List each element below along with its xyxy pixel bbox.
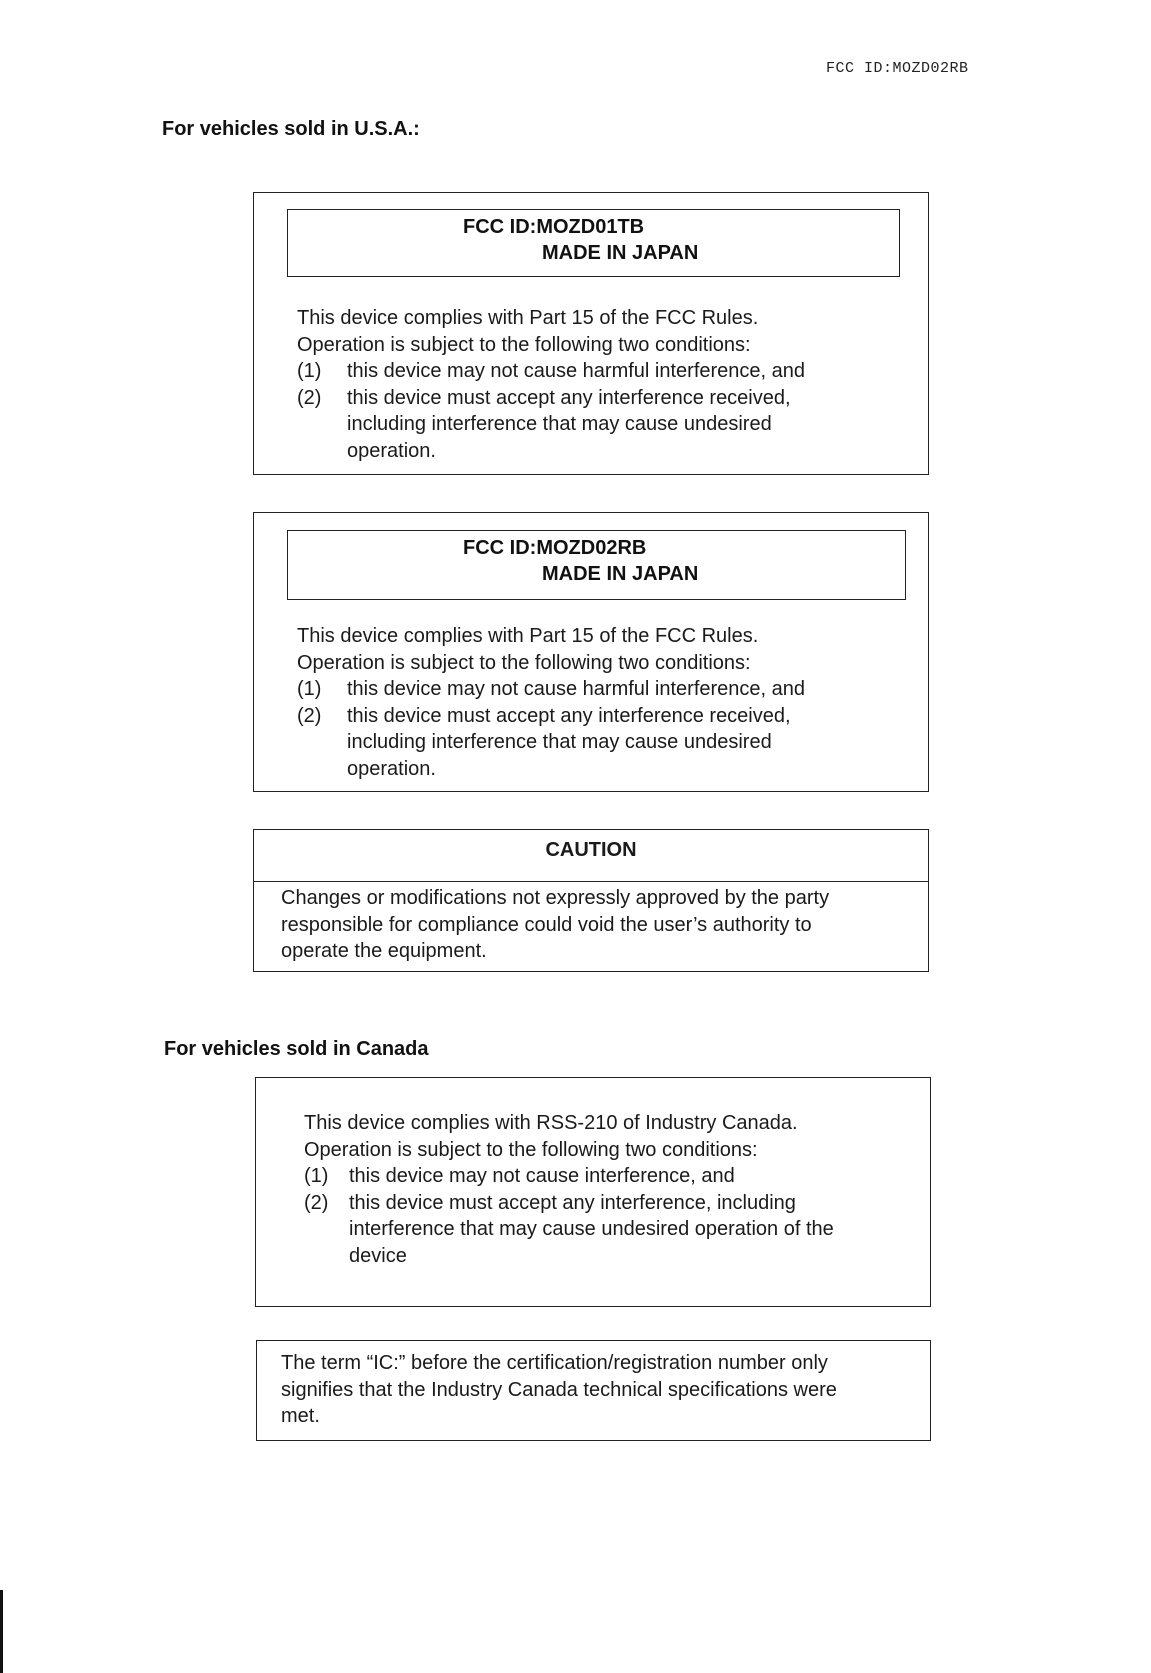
condition-text: this device may not cause interference, and: [349, 1165, 735, 1187]
condition-text: including interference that may cause undesired: [347, 413, 772, 435]
condition-text: this device must accept any interference, including: [349, 1191, 796, 1214]
condition-text: including interference that may cause undesired: [347, 731, 772, 753]
fcc-id-label: [287, 530, 906, 600]
industry-canada-box: [255, 1077, 931, 1307]
condition-text: this device may not cause harmful interference, and: [347, 678, 806, 700]
compliance-intro-line: This device complies with RSS-210 of Industry Canada.: [304, 1112, 798, 1134]
condition-text: this device may not cause harmful interference, and: [347, 360, 806, 382]
canada-section-heading: For vehicles sold in Canada: [164, 1038, 429, 1060]
caution-line: responsible for compliance could void the user’s authority to: [281, 913, 812, 936]
condition-number: (1): [297, 678, 322, 700]
condition-number: (2): [304, 1191, 329, 1214]
compliance-statement: [304, 1110, 834, 1269]
scan-edge-mark: [0, 1590, 3, 1673]
condition-item: [297, 703, 805, 783]
condition-number: (2): [297, 704, 322, 727]
condition-item: [304, 1190, 834, 1270]
condition-number: (1): [297, 360, 322, 382]
fcc-label-box-mozd01tb: [253, 192, 929, 475]
caution-line: Changes or modifications not expressly approved by the party: [281, 887, 830, 909]
fcc-id-label: [287, 209, 900, 277]
condition-item: [297, 676, 805, 703]
fcc-id-text: FCC ID:MOZD01TB: [463, 216, 645, 238]
compliance-intro-line: Operation is subject to the following two conditions:: [304, 1138, 758, 1161]
caution-line: operate the equipment.: [281, 940, 487, 962]
caution-title: CAUTION: [254, 830, 928, 882]
usa-section-heading: For vehicles sold in U.S.A.:: [162, 118, 420, 140]
ic-note-text: [281, 1350, 837, 1430]
condition-item: [304, 1163, 834, 1190]
compliance-statement: [297, 623, 805, 782]
ic-note-line: signifies that the Industry Canada technical specifications were: [281, 1378, 837, 1401]
compliance-intro-line: This device complies with Part 15 of the FCC Rules.: [297, 307, 759, 329]
ic-note-line: met.: [281, 1405, 320, 1427]
page-fcc-id-header: FCC ID:MOZD02RB: [826, 60, 969, 77]
condition-text: this device must accept any interference received,: [347, 386, 791, 409]
condition-item: [297, 385, 805, 465]
fcc-label-box-mozd02rb: [253, 512, 929, 792]
caution-box: [253, 829, 929, 972]
condition-number: (1): [304, 1165, 329, 1187]
fcc-id-text: FCC ID:MOZD02RB: [463, 537, 647, 559]
compliance-intro-line: Operation is subject to the following two conditions:: [297, 651, 751, 674]
caution-text: [281, 885, 829, 965]
compliance-intro-line: Operation is subject to the following two conditions:: [297, 333, 751, 356]
condition-text: operation.: [347, 757, 436, 780]
compliance-statement: [297, 305, 805, 464]
condition-text: operation.: [347, 439, 436, 462]
ic-note-box: [256, 1340, 931, 1441]
compliance-intro-line: This device complies with Part 15 of the FCC Rules.: [297, 625, 759, 647]
made-in-text: MADE IN JAPAN: [542, 242, 699, 264]
condition-text: device: [349, 1244, 407, 1267]
condition-item: [297, 358, 805, 385]
made-in-text: MADE IN JAPAN: [542, 563, 699, 585]
ic-note-line: The term “IC:” before the certification/registration number only: [281, 1352, 828, 1374]
condition-text: interference that may cause undesired operation of the: [349, 1218, 834, 1240]
condition-number: (2): [297, 386, 322, 409]
condition-text: this device must accept any interference received,: [347, 704, 791, 727]
